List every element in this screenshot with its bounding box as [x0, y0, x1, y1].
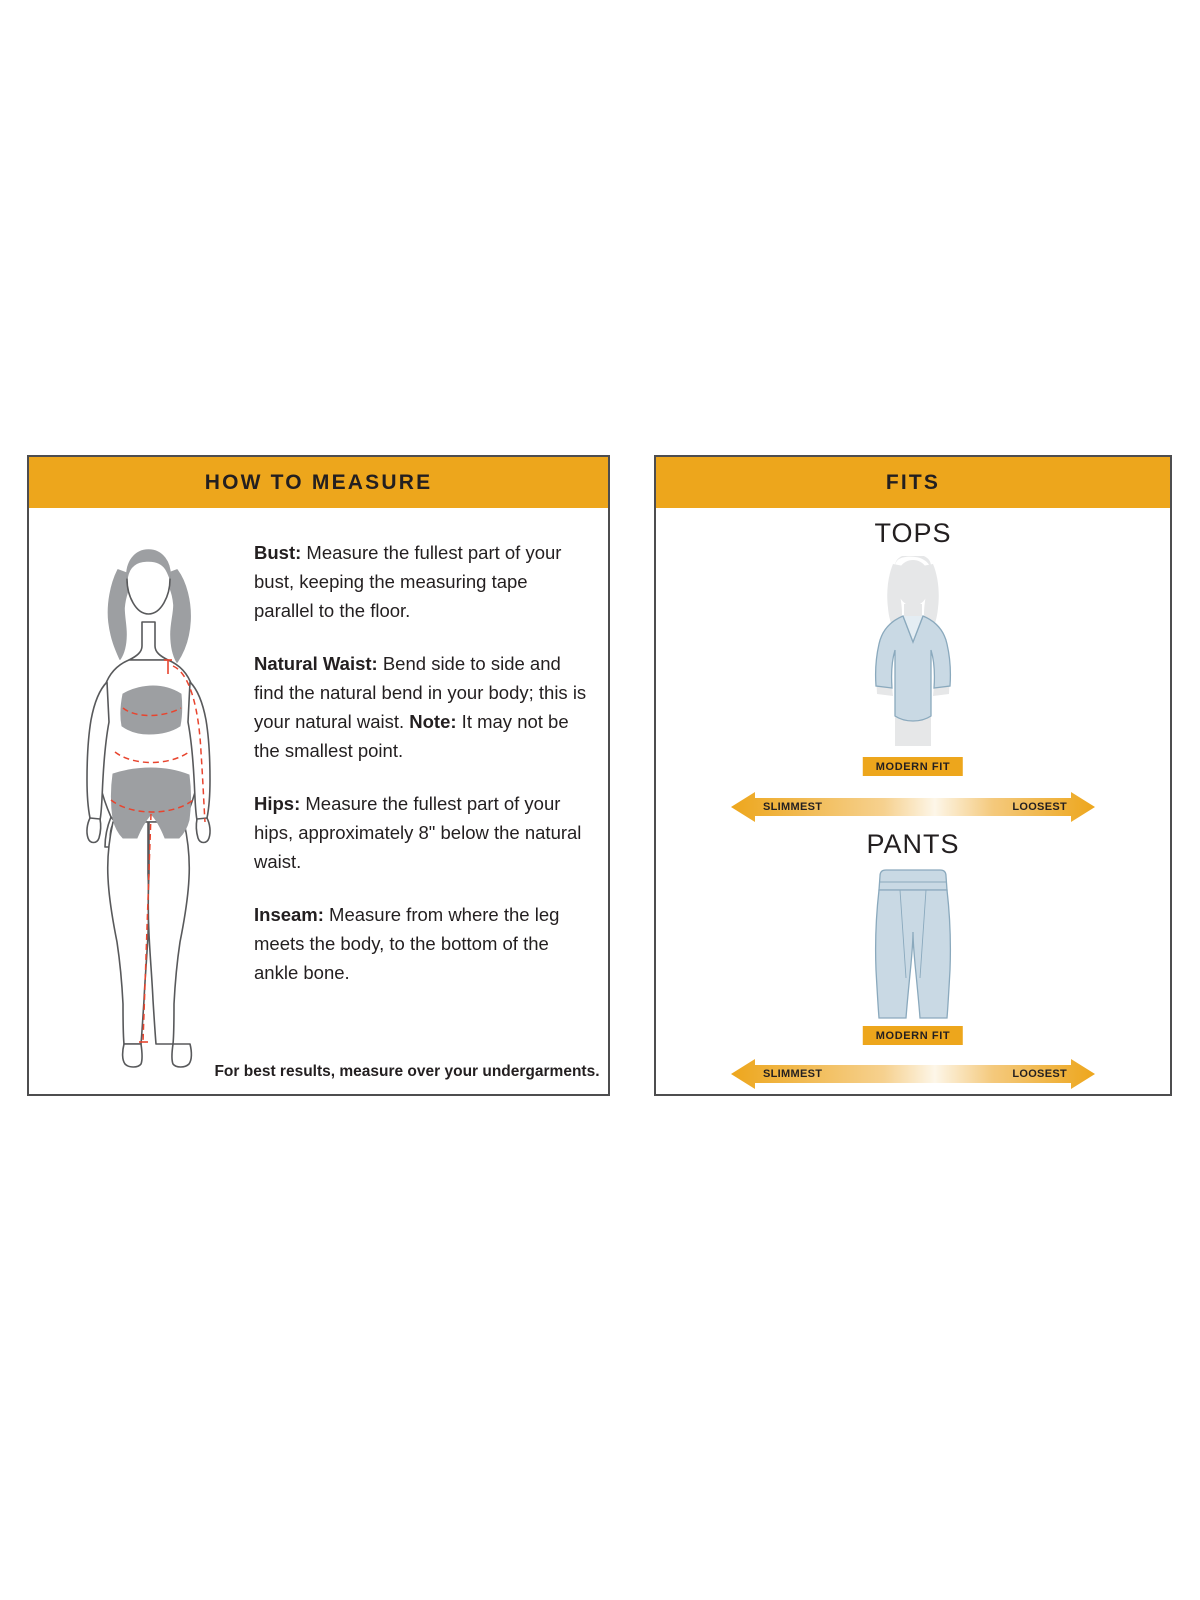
pants-scale-left-label: SLIMMEST	[763, 1068, 823, 1080]
instruction-inseam-text: Measure from where the leg meets the body, to the bottom of the ankle bone.	[254, 904, 560, 983]
fits-title: FITS	[885, 470, 941, 494]
pants-section-title: PANTS	[866, 829, 960, 859]
instruction-hips-text: Measure the fullest part of your hips, approximately 8" below the natural waist.	[254, 793, 582, 872]
instruction-natural-waist	[254, 649, 589, 765]
instruction-waist-term: Natural Waist:	[254, 653, 378, 674]
measure-instructions	[254, 538, 589, 987]
how-to-measure-panel	[27, 455, 610, 1096]
page-title: HOW TO MEASURE	[204, 470, 433, 494]
instruction-waist-text: Bend side to side and find the natural bend in your body; this is your natural waist.	[254, 653, 587, 732]
pants-garment-illustration	[858, 866, 968, 1029]
how-to-measure-body	[29, 508, 608, 1094]
instruction-hips-term: Hips:	[254, 793, 301, 814]
how-to-measure-header	[29, 457, 608, 508]
instruction-inseam	[254, 900, 589, 987]
body-measurement-illustration	[41, 522, 256, 1082]
tops-fit-badge: MODERN FIT	[863, 757, 963, 776]
instruction-waist-note-text: It may not be the smallest point.	[254, 711, 569, 761]
tops-scale-left-label: SLIMMEST	[763, 801, 823, 813]
instruction-inseam-term: Inseam:	[254, 904, 324, 925]
tops-section-title: TOPS	[874, 518, 952, 548]
fits-panel	[654, 455, 1172, 1096]
instruction-bust-term: Bust:	[254, 542, 302, 563]
tops-fit-scale	[731, 792, 1095, 822]
pants-fit-scale	[731, 1059, 1095, 1089]
instruction-waist-note-term: Note:	[409, 711, 457, 732]
measure-footnote: For best results, measure over your undergarments.	[214, 1063, 600, 1080]
instruction-hips	[254, 789, 589, 876]
instruction-bust	[254, 538, 589, 625]
pants-fit-badge: MODERN FIT	[863, 1026, 963, 1045]
pants-scale-right-label: LOOSEST	[1012, 1068, 1067, 1080]
tops-scale-right-label: LOOSEST	[1012, 801, 1067, 813]
instruction-bust-text: Measure the fullest part of your bust, keeping the measuring tape parallel to the floor.	[254, 542, 562, 621]
fits-body	[656, 508, 1170, 1094]
top-garment-illustration	[833, 556, 993, 756]
fits-header	[656, 457, 1170, 508]
